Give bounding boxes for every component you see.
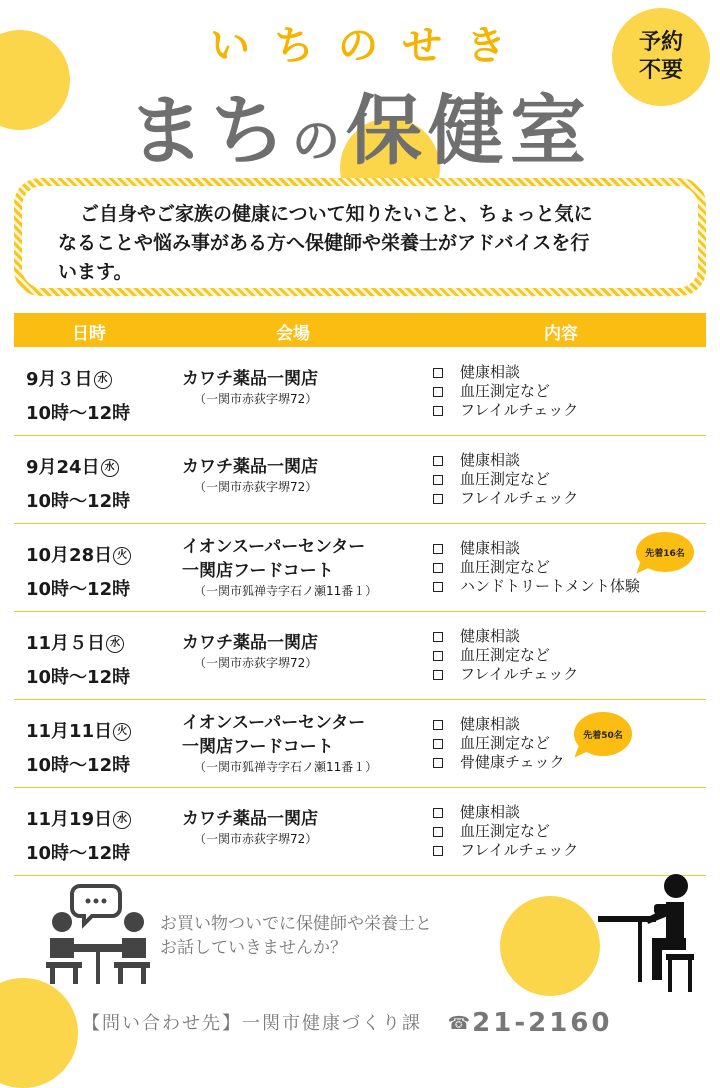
- venue-address: （一関市赤荻字堺72）: [194, 480, 318, 494]
- phone-number[interactable]: 21-2160: [472, 1008, 613, 1038]
- content-item: 健康相談: [432, 803, 578, 822]
- event-contents: [432, 539, 640, 596]
- header-date: 日時: [72, 324, 106, 344]
- event-date: 11月19日 水 10時～12時: [26, 803, 131, 871]
- weekday-mark: 火: [113, 547, 131, 565]
- decor-circle-bottom-left: [0, 978, 78, 1088]
- event-venue: カワチ薬品一関店 （一関市赤荻字堺72）: [182, 809, 318, 846]
- event-contents: [432, 715, 565, 772]
- content-item: フレイルチェック: [432, 489, 578, 508]
- table-row: [14, 435, 706, 524]
- event-venue: イオンスーパーセンター 一関店フードコート （一関市狐禅寺字石ノ瀬11番１）: [182, 537, 378, 598]
- invitation-text: お買い物ついでに保健師や栄養士と お話していきませんか？: [160, 914, 432, 958]
- content-item: 健康相談: [432, 539, 640, 558]
- content-item: 血圧測定など: [432, 822, 578, 841]
- intro-text: ご自身やご家族の健康について知りたいこと、ちょっと気に なることや悩み事がある方へ保健師や栄養士がアドバイスを行 います。: [22, 186, 698, 288]
- first-come-badge: 先着16名: [636, 532, 694, 572]
- intro-box: [14, 178, 706, 296]
- table-row: [14, 787, 706, 876]
- contact-info: 【問い合わせ先】一関市健康づくり課 ☎21-2160: [82, 1008, 613, 1038]
- event-time: 10時～12時: [26, 579, 131, 600]
- event-date: 10月28日 火 10時～12時: [26, 539, 131, 607]
- people-talking-icon: [42, 882, 154, 986]
- event-venue: カワチ薬品一関店 （一関市赤荻字堺72）: [182, 633, 318, 670]
- content-item: ハンドトリートメント体験: [432, 577, 640, 596]
- table-header: [14, 313, 706, 347]
- event-contents: [432, 363, 578, 420]
- venue-address: （一関市狐禅寺字石ノ瀬11番１）: [194, 584, 378, 598]
- event-venue: カワチ薬品一関店 （一関市赤荻字堺72）: [182, 457, 318, 494]
- event-venue: カワチ薬品一関店 （一関市赤荻字堺72）: [182, 369, 318, 406]
- event-date: 11月５日 水 10時～12時: [26, 627, 130, 695]
- phone-icon: ☎: [447, 1013, 473, 1034]
- venue-address: （一関市赤荻字堺72）: [194, 832, 318, 846]
- weekday-mark: 火: [113, 723, 131, 741]
- no-reservation-badge: 予約 不要: [612, 8, 710, 106]
- event-time: 10時～12時: [26, 755, 131, 776]
- page-title: まちの保健室: [127, 86, 592, 175]
- content-item: 血圧測定など: [432, 734, 565, 753]
- content-item: フレイルチェック: [432, 401, 578, 420]
- weekday-mark: 水: [113, 811, 131, 829]
- weekday-mark: 水: [101, 459, 119, 477]
- event-date: 9月３日 水 10時～12時: [26, 363, 130, 431]
- event-time: 10時～12時: [26, 667, 131, 688]
- content-item: 血圧測定など: [432, 470, 578, 489]
- table-row: [14, 347, 706, 436]
- venue-address: （一関市赤荻字堺72）: [194, 392, 318, 406]
- header-content: 内容: [544, 324, 578, 344]
- content-item: フレイルチェック: [432, 665, 578, 684]
- table-row: [14, 611, 706, 700]
- event-time: 10時～12時: [26, 843, 131, 864]
- event-contents: [432, 451, 578, 508]
- subtitle: いちのせき: [210, 23, 530, 69]
- content-item: 健康相談: [432, 451, 578, 470]
- content-item: 血圧測定など: [432, 558, 640, 577]
- event-contents: [432, 627, 578, 684]
- content-item: 血圧測定など: [432, 646, 578, 665]
- first-come-badge: 先着50名: [574, 712, 632, 756]
- weekday-mark: 水: [94, 371, 112, 389]
- event-contents: [432, 803, 578, 860]
- content-item: 健康相談: [432, 627, 578, 646]
- content-item: フレイルチェック: [432, 841, 578, 860]
- event-date: 11月11日 火 10時～12時: [26, 715, 131, 783]
- content-item: 健康相談: [432, 363, 578, 382]
- content-item: 血圧測定など: [432, 382, 578, 401]
- header-venue: 会場: [276, 324, 310, 344]
- event-time: 10時～12時: [26, 403, 131, 424]
- event-venue: イオンスーパーセンター 一関店フードコート （一関市狐禅寺字石ノ瀬11番１）: [182, 713, 378, 774]
- decor-circle-bottom-right: [500, 896, 600, 996]
- event-date: 9月24日 水 10時～12時: [26, 451, 130, 519]
- table-row: [14, 523, 706, 612]
- person-at-desk-icon: [594, 870, 706, 996]
- content-item: 骨健康チェック: [432, 753, 565, 772]
- venue-address: （一関市赤荻字堺72）: [194, 656, 318, 670]
- weekday-mark: 水: [106, 635, 124, 653]
- content-item: 健康相談: [432, 715, 565, 734]
- event-time: 10時～12時: [26, 491, 131, 512]
- venue-address: （一関市狐禅寺字石ノ瀬11番１）: [194, 760, 378, 774]
